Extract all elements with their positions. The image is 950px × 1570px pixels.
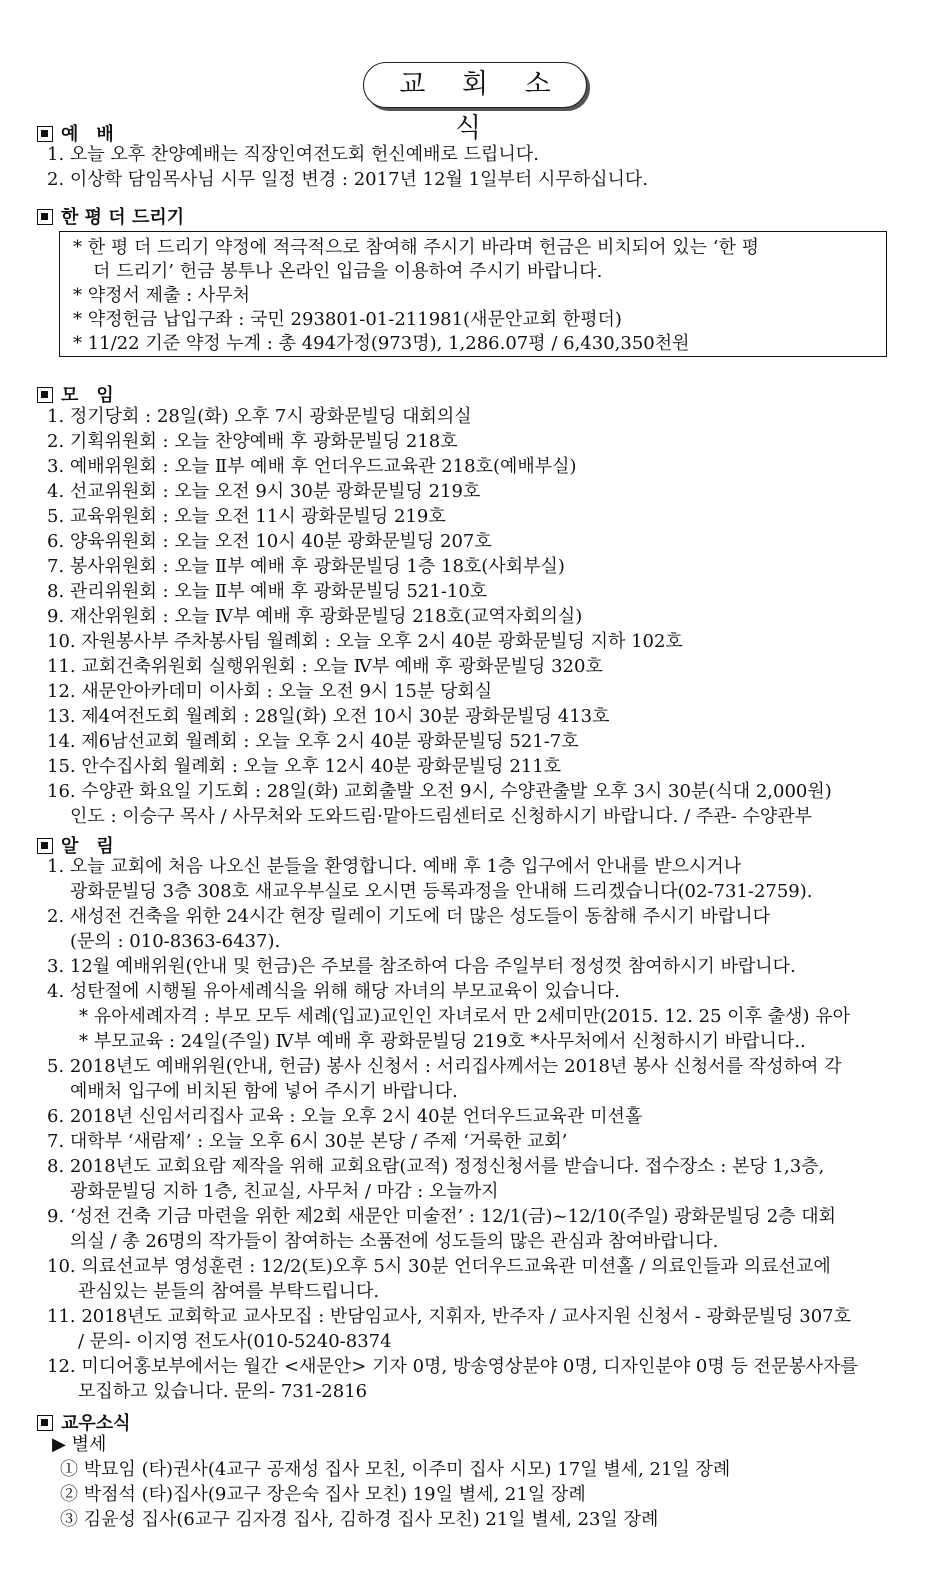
notice-line: 광화문빌딩 지하 1층, 친교실, 사무처 / 마감 : 오늘까지 [70, 1181, 499, 1202]
notice-line: 8. 2018년도 교회요람 제작을 위해 교회요람(교적) 정정신청서를 받습니다. 접수장소 : 본당 1,3층, [47, 1156, 825, 1177]
title-wrap [0, 62, 950, 144]
pledge-line: 더 드리기’ 헌금 봉투나 온라인 입금을 이용하여 주시기 바랍니다. [93, 261, 603, 282]
meeting-line: 16. 수양관 화요일 기도회 : 28일(화) 교회출발 오전 9시, 수양관출발 오후 3시 30분(식대 2,000원) [47, 781, 832, 802]
notice-line: / 문의- 이지영 전도사(010-5240-8374 [78, 1331, 392, 1352]
notice-line: 12. 미디어홍보부에서는 월간 <새문안> 기자 0명, 방송영상분야 0명, 디자인분야 0명 등 전문봉사자를 [47, 1356, 858, 1377]
worship-line: 2. 이상학 담임목사님 시무 일정 변경 : 2017년 12월 1일부터 시무하십니다. [47, 169, 649, 190]
section-meeting [37, 381, 114, 407]
meeting-line: 3. 예배위원회 : 오늘 Ⅱ부 예배 후 언더우드교육관 218호(예배부실) [47, 456, 577, 477]
pledge-line: * 11/22 기준 약정 누계 : 총 494가정(973명), 1,286.07평 / 6,430,350천원 [73, 333, 690, 354]
section-heading: 예 배 [61, 124, 114, 145]
notice-line: 의실 / 총 26명의 작가들이 참여하는 소품전에 성도들의 많은 관심과 참여바랍니다. [70, 1231, 719, 1252]
meeting-line: 15. 안수집사회 월례회 : 오늘 오후 12시 40분 광화문빌딩 211호 [47, 756, 562, 777]
pledge-line: * 약정서 제출 : 사무처 [73, 285, 251, 306]
notice-line: 10. 의료선교부 영성훈련 : 12/2(토)오후 5시 30분 언더우드교육관 미션홀 / 의료인들과 의료선교에 [47, 1256, 831, 1277]
notice-line: 관심있는 분들의 참여를 부탁드립니다. [78, 1281, 380, 1302]
meeting-line: 5. 교육위원회 : 오늘 오전 11시 광화문빌딩 219호 [47, 506, 446, 527]
section-pledge [37, 203, 184, 229]
meeting-line: 1. 정기당회 : 28일(화) 오후 7시 광화문빌딩 대회의실 [47, 406, 472, 427]
pledge-line: * 약정헌금 납입구좌 : 국민 293801-01-211981(새문안교회 한평더) [73, 309, 622, 330]
meeting-line: 10. 자원봉사부 주차봉사팀 월례회 : 오늘 오후 2시 40분 광화문빌딩 지하 102호 [47, 631, 683, 652]
meeting-line: 2. 기획위원회 : 오늘 찬양예배 후 광화문빌딩 218호 [47, 431, 458, 452]
notice-line: (문의 : 010-8363-6437). [70, 931, 281, 952]
meeting-line: 12. 새문안아카데미 이사회 : 오늘 오전 9시 15분 당회실 [47, 681, 493, 702]
notice-line: 모집하고 있습니다. 문의- 731-2816 [78, 1381, 368, 1402]
meeting-line: 11. 교회건축위원회 실행위원회 : 오늘 Ⅳ부 예배 후 광화문빌딩 320호 [47, 656, 603, 677]
member-item: ② 박점석 (타)집사(9교구 장은숙 집사 모친) 19일 별세, 21일 장례 [60, 1484, 586, 1505]
meeting-line: 13. 제4여전도회 월례회 : 28일(화) 오전 10시 30분 광화문빌딩 413호 [47, 706, 610, 727]
section-heading: 교우소식 [61, 1413, 131, 1434]
notice-line: 7. 대학부 ‘새람제’ : 오늘 오후 6시 30분 본당 / 주제 ‘거룩한 교회’ [47, 1131, 568, 1152]
meeting-line: 6. 양육위원회 : 오늘 오전 10시 40분 광화문빌딩 207호 [47, 531, 492, 552]
notice-line: 6. 2018년 신임서리집사 교육 : 오늘 오후 2시 40분 언더우드교육관 미션홀 [47, 1106, 643, 1127]
section-heading: 모 임 [61, 385, 114, 406]
member-item: ① 박묘임 (타)권사(4교구 공재성 집사 모친, 이주미 집사 시모) 17일 별세, 21일 장례 [60, 1459, 731, 1480]
meeting-line: 8. 관리위원회 : 오늘 Ⅱ부 예배 후 광화문빌딩 521-10호 [47, 581, 488, 602]
notice-line: 4. 성탄절에 시행될 유아세례식을 위해 해당 자녀의 부모교육이 있습니다. [47, 981, 620, 1002]
section-heading: 한 평 더 드리기 [61, 207, 185, 228]
notice-line: 광화문빌딩 3층 308호 새교우부실로 오시면 등록과정을 안내해 드리겠습니다(02-731-2759). [70, 881, 813, 902]
notice-line: * 유아세례자격 : 부모 모두 세례(입교)교인인 자녀로서 만 2세미만(2015. 12. 25 이후 출생) 유아 [79, 1006, 851, 1027]
member-item: ③ 김윤성 집사(6교구 김자경 집사, 김하경 집사 모친) 21일 별세, 23일 장례 [60, 1509, 659, 1530]
square-bullet-icon [37, 209, 53, 225]
square-bullet-icon [37, 1415, 53, 1431]
pledge-line: * 한 평 더 드리기 약정에 적극적으로 참여해 주시기 바라며 헌금은 비치되어 있는 ‘한 평 [73, 237, 760, 258]
section-notice [37, 832, 114, 858]
notice-line: 2. 새성전 건축을 위한 24시간 현장 릴레이 기도에 더 많은 성도들이 동참해 주시기 바랍니다 [47, 906, 771, 927]
notice-line: * 부모교육 : 24일(주일) Ⅳ부 예배 후 광화문빌딩 219호 *사무처에서 신청하시기 바랍니다.. [79, 1031, 806, 1052]
notice-line: 9. ‘성전 건축 기금 마련을 위한 제2회 새문안 미술전’ : 12/1(금)~12/10(주일) 광화문빌딩 2층 대회 [47, 1206, 837, 1227]
notice-line: 5. 2018년도 예배위원(안내, 헌금) 봉사 신청서 : 서리집사께서는 2018년 봉사 신청서를 작성하여 각 [47, 1056, 842, 1077]
meeting-line: 14. 제6남선교회 월례회 : 오늘 오후 2시 40분 광화문빌딩 521-7호 [47, 731, 579, 752]
notice-line: 1. 오늘 교회에 처음 나오신 분들을 환영합니다. 예배 후 1층 입구에서 안내를 받으시거나 [47, 856, 742, 877]
notice-line: 예배처 입구에 비치된 함에 넣어 주시기 바랍니다. [70, 1081, 458, 1102]
square-bullet-icon [37, 387, 53, 403]
worship-line: 1. 오늘 오후 찬양예배는 직장인여전도회 헌신예배로 드립니다. [47, 144, 539, 165]
page-title: 교 회 소 식 [363, 62, 587, 108]
meeting-line: 7. 봉사위원회 : 오늘 Ⅱ부 예배 후 광화문빌딩 1층 18호(사회부실) [47, 556, 565, 577]
meeting-line: 인도 : 이승구 목사 / 사무처와 도와드림·맡아드림센터로 신청하시기 바랍니다. / 주관- 수양관부 [70, 806, 813, 827]
notice-line: 11. 2018년도 교회학교 교사모집 : 반담임교사, 지휘자, 반주자 / 교사지원 신청서 - 광화문빌딩 307호 [47, 1306, 852, 1327]
square-bullet-icon [37, 838, 53, 854]
notice-line: 3. 12월 예배위원(안내 및 헌금)은 주보를 참조하여 다음 주일부터 정성껏 참여하시기 바랍니다. [47, 956, 796, 977]
meeting-line: 9. 재산위원회 : 오늘 Ⅳ부 예배 후 광화문빌딩 218호(교역자회의실) [47, 606, 583, 627]
section-members [37, 1409, 131, 1435]
meeting-line: 4. 선교위원회 : 오늘 오전 9시 30분 광화문빌딩 219호 [47, 481, 481, 502]
section-worship [37, 120, 114, 146]
square-bullet-icon [37, 126, 53, 142]
section-heading: 알 림 [61, 836, 114, 857]
members-subheading: ▶ 별세 [52, 1434, 107, 1455]
